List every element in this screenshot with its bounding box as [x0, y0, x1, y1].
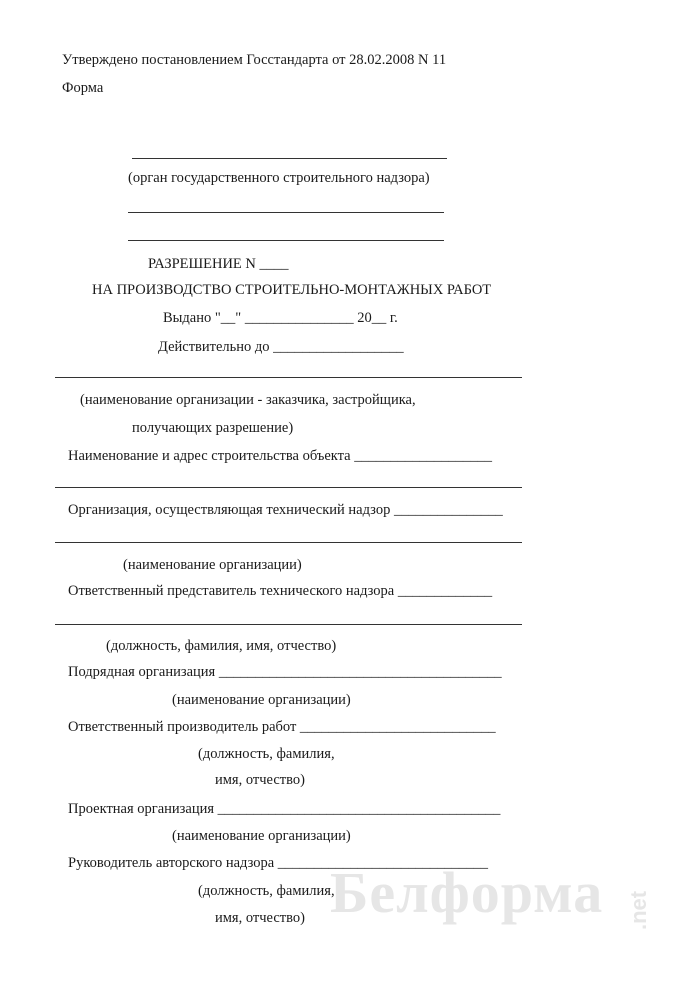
object-line: [55, 487, 522, 488]
watermark-suffix: .net: [626, 890, 651, 930]
authority-line-3: [128, 240, 444, 241]
tech-supervision-org-caption: (наименование организации): [123, 557, 302, 573]
permit-title: НА ПРОИЗВОДСТВО СТРОИТЕЛЬНО-МОНТАЖНЫХ РАБОТ: [92, 282, 492, 298]
authority-line-2: [128, 212, 444, 213]
customer-caption-2: получающих разрешение): [132, 420, 294, 436]
customer-caption: (наименование организации - заказчика, застройщика,: [80, 392, 416, 408]
permit-number: РАЗРЕШЕНИЕ N ____: [148, 256, 289, 272]
tech-supervision-rep-caption: (должность, фамилия, имя, отчество): [106, 638, 337, 654]
watermark-logo: Белформа: [330, 860, 604, 925]
object-field: Наименование и адрес строительства объекта ___________________: [68, 448, 492, 464]
design-org-caption: (наименование организации): [172, 828, 351, 844]
form-label: Форма: [62, 80, 104, 96]
tech-supervision-rep-field: Ответственный представитель технического надзора _____________: [68, 583, 493, 599]
works-manager-caption: (должность, фамилия,: [198, 746, 335, 762]
author-supervision-caption-2: имя, отчество): [215, 910, 305, 926]
customer-line: [55, 377, 522, 378]
author-supervision-field: Руководитель авторского надзора _____________________________: [68, 855, 489, 871]
works-manager-caption-2: имя, отчество): [215, 772, 305, 788]
authority-line: [132, 158, 447, 159]
valid-until: Действительно до __________________: [158, 339, 404, 355]
tech-supervision-org-field: Организация, осуществляющая технический надзор _______________: [68, 502, 503, 518]
author-supervision-caption: (должность, фамилия,: [198, 883, 335, 899]
tech-supervision-org-line: [55, 542, 522, 543]
contractor-caption: (наименование организации): [172, 692, 351, 708]
design-org-field: Проектная организация _______________________________________: [68, 801, 501, 817]
contractor-field: Подрядная организация _______________________________________: [68, 664, 502, 680]
tech-supervision-rep-line: [55, 624, 522, 625]
approval-note: Утверждено постановлением Госстандарта от 28.02.2008 N 11: [62, 52, 447, 68]
authority-caption: (орган государственного строительного надзора): [128, 170, 430, 186]
issued-date: Выдано "__" _______________ 20__ г.: [163, 310, 398, 326]
works-manager-field: Ответственный производитель работ ___________________________: [68, 719, 496, 735]
